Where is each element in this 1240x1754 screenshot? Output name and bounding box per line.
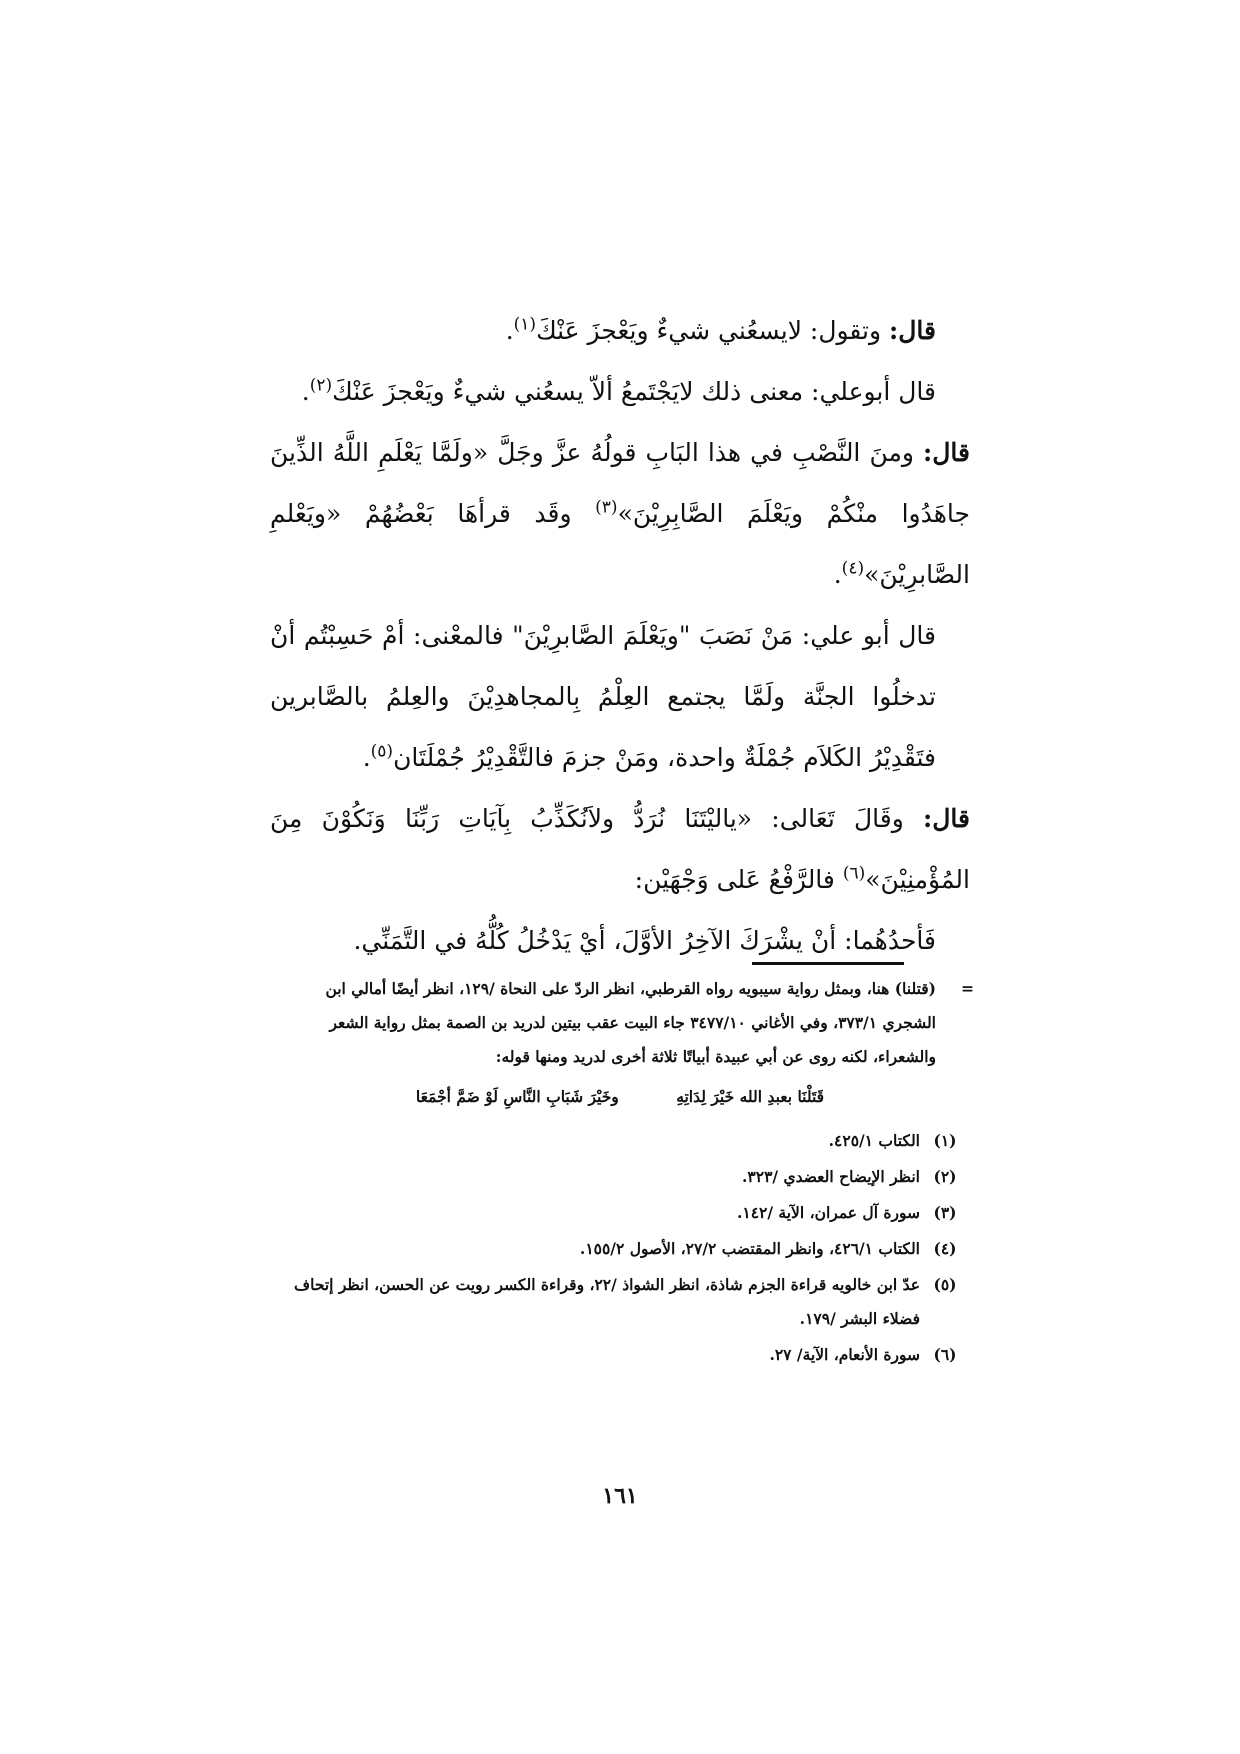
footnote-ref: (٢) [309, 375, 333, 396]
continuation-mark: = [961, 979, 974, 998]
footnote-text: عدّ ابن خالويه قراءة الجزم شاذة، انظر الشواذ /٢٢، وقراءة الكسر رويت عن الحسن، انظر إتحاف فضلاء البشر /١٧٩. [294, 1275, 920, 1328]
paragraph-4: قال أبو علي: مَنْ نَصَبَ "ويَعْلَمَ الصَّابرِيْنَ" فالمعْنى: أمْ حَسِبْتُم أنْ تدخلُوا الجنَّة ولَمَّا يجتمع العِلْمُ بِالمجاهدِيْنَ والعِلمُ بالصَّابرين فتَقْدِيْرُ الكَلاَم جُمْلَةٌ واحدة، ومَنْ جزمَ فالتَّقْدِيْرُ جُمْلَتَان$^{(٥)}$. [270, 621, 936, 772]
paragraph-3: قال: ومنَ النَّصْبِ في هذا البَابِ قولُهُ عزَّ وجَلَّ «ولَمَّا يَعْلَمِ اللَّهُ الذِّينَ جاهَدُوا منْكُمْ ويَعْلَمَ الصَّابِرِيْنَ»$^{(٣)}$ وقَد قرأهَا بَعْضُهُمْ «ويَعْلمِ الصَّابرِيْنَ»$^{(٤)}$. [270, 438, 970, 589]
footnote-list [270, 1124, 970, 1372]
page-number: ١٦١ [602, 1483, 638, 1509]
verse-line [270, 1080, 970, 1114]
footnote-item [270, 1268, 970, 1336]
paragraph-text: وقَالَ تَعَالى: «ياليْتَنَا نُرَدُّ ولاَنُكَذِّبُ بِآيَاتِ رَبِّنَا وَنَكُوْنَ مِنَ المُؤْمنِيْنَ» [270, 804, 970, 894]
footnote-number: (٤) [933, 1239, 957, 1258]
footnote-text: سورة الأنعام، الآية/ ٢٧. [769, 1345, 920, 1364]
verse-first-hemistich: قَتَلْنَا بعبدِ الله خَيْرَ لِدَاتِهِ [676, 1087, 825, 1106]
paragraph-1: قال: وتقول: لايسعُني شيءٌ ويَعْجزَ عَنْكَ$^{(١)}$. [505, 314, 936, 345]
paragraph-text: ومنَ النَّصْبِ في هذا البَابِ قولُهُ عزَّ وجَلَّ «ولَمَّا يَعْلَمِ اللَّهُ الذِّينَ جاهَدُوا منْكُمْ ويَعْلَمَ الصَّابِرِيْنَ» [270, 438, 970, 528]
footnote-item [270, 1124, 970, 1158]
footnote-ref: (١) [513, 314, 537, 335]
footnote-text: سورة آل عمران، الآية /١٤٢. [736, 1203, 920, 1222]
footnote-continuation [270, 972, 974, 1074]
footnote-item [270, 1196, 970, 1230]
footnote-item [270, 1338, 970, 1372]
footnotes [270, 972, 974, 1372]
footnote-ref: (٦) [842, 863, 866, 884]
main-text [270, 300, 970, 971]
footnote-text: الكتاب ٤٢٦/١، وانظر المقتضب ٢٧/٢، الأصول ١٥٥/٢. [579, 1239, 920, 1258]
footnote-number: (١) [933, 1131, 957, 1150]
footnote-ref: (٣) [595, 497, 618, 518]
footnote-text: انظر الإيضاح العضدي /٣٢٣. [742, 1167, 920, 1186]
footnote-ref: (٥) [370, 741, 394, 762]
continuation-text: (قتلنا) هنا، وبمثل رواية سيبويه رواه القرطبي، انظر الردّ على النحاة /١٢٩، انظر أيضًا أمالي ابن الشجري ٣٧٣/١، وفي الأغاني ٣٤٧٧/١٠ جاء البيت عقب بيتين لدريد بن الصمة بمثل رواية الشعر والشعراء، لكنه روى عن أبي عبيدة أبياتًا ثلاثة أخرى لدريد ومنها قوله: [325, 979, 936, 1066]
speaker-label: قال: [923, 438, 970, 467]
paragraph-2: قال أبوعلي: معنى ذلك لايَجْتَمعُ ألاّ يسعُني شيءٌ ويَعْجزَ عَنْكَ$^{(٢)}$. [301, 375, 936, 406]
paragraph-text: وتقول: لايسعُني شيءٌ ويَعْجزَ عَنْكَ [536, 316, 890, 345]
verse-second-hemistich: وخَيْرَ شَبَابِ النَّاسِ لَوْ ضَمَّ أجْمَعَا [415, 1087, 619, 1106]
paragraph-text: قال أبوعلي: معنى ذلك لايَجْتَمعُ ألاّ يسعُني شيءٌ ويَعْجزَ عَنْكَ [332, 377, 936, 406]
paragraph-text: فَأحدُهُما: أنْ يشْرَكَ الآخِرُ الأوَّلَ، أيْ يَدْخُلُ كُلُّهُ في التَّمَنِّي. [353, 926, 936, 955]
footnote-separator [752, 962, 904, 965]
paragraph-text: وقَد قرأهَا بَعْضُهُمْ «ويَعْلمِ الصَّابرِيْنَ» [270, 499, 970, 589]
footnote-number: (٥) [933, 1275, 957, 1294]
footnote-item [270, 1160, 970, 1194]
footnote-item [270, 1232, 970, 1266]
paragraph-text: قال أبو علي: مَنْ نَصَبَ "ويَعْلَمَ الصَّابرِيْنَ" فالمعْنى: أمْ حَسِبْتُم أنْ تدخلُوا الجنَّة ولَمَّا يجتمع العِلْمُ بِالمجاهدِيْنَ والعِلمُ بالصَّابرين فتَقْدِيْرُ الكَلاَم جُمْلَةٌ واحدة، ومَنْ جزمَ فالتَّقْدِيْرُ جُمْلَتَان [270, 621, 936, 772]
footnote-number: (٣) [933, 1203, 957, 1222]
paragraph-text: فالرَّفْعُ عَلى وَجْهَيْن: [634, 865, 843, 894]
footnote-number: (٢) [933, 1167, 957, 1186]
footnote-text: الكتاب ٤٢٥/١. [828, 1131, 920, 1150]
paragraph-5 [270, 788, 970, 910]
footnote-number: (٦) [933, 1345, 957, 1364]
footnote-ref: (٤) [841, 558, 865, 579]
speaker-label: قال: [923, 804, 970, 833]
speaker-label: قال: [889, 316, 936, 345]
